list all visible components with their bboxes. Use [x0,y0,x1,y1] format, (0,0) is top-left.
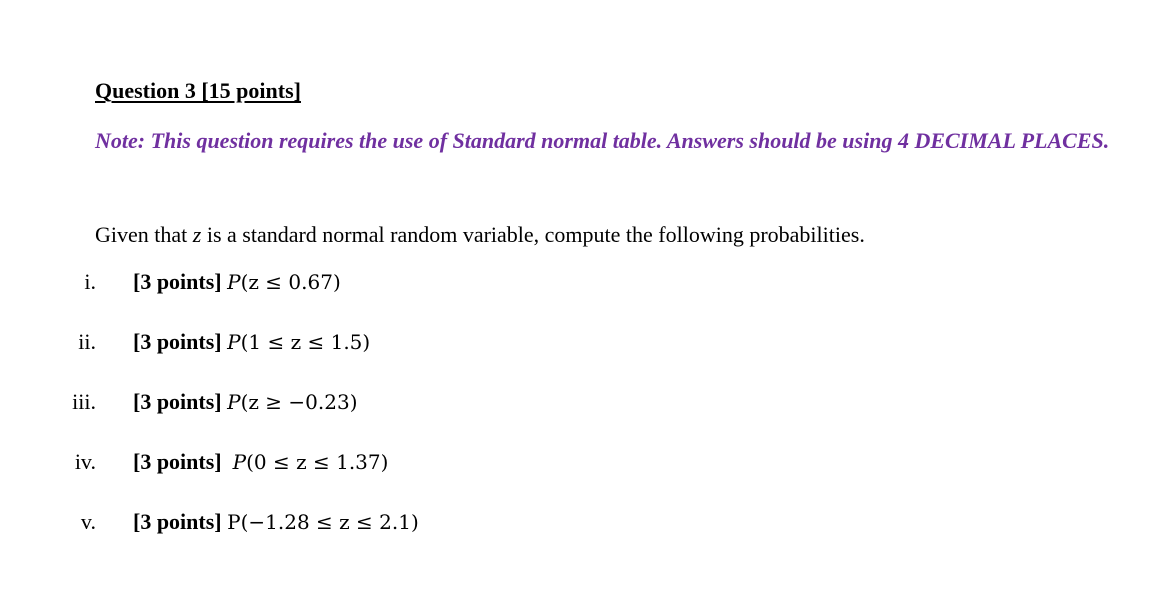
probability-item-iv [0,449,700,479]
item-numeral: v. [80,509,96,534]
probability-argument: (z ≤ 0.67) [240,270,341,294]
probability-expression [227,510,419,534]
question-heading: Question 3 [15 points] [95,78,301,103]
probability-expression [233,450,389,474]
item-content [133,329,370,355]
item-content [133,449,388,475]
probability-item-i [0,269,700,299]
probability-function: P [227,390,241,414]
item-points: [3 points] [133,329,222,354]
probability-expression [227,270,341,294]
probability-argument: (1 ≤ z ≤ 1.5) [240,330,371,354]
item-content [133,389,358,415]
probability-function: P [227,270,241,294]
probability-item-iii [0,389,700,419]
item-points: [3 points] [133,389,222,414]
probability-argument: (z ≥ −0.23) [240,390,358,414]
probability-expression [227,330,370,354]
probability-function: P [227,330,241,354]
instruction-note: Note: This question requires the use of Standard normal table. Answers should be using 4 DECIMAL PLACES. [95,128,1110,153]
item-content [133,509,419,535]
item-points: [3 points] [133,449,222,474]
item-numeral: i. [84,269,96,294]
item-points: [3 points] [133,269,222,294]
probability-function: P [227,510,241,534]
intro-variable: z [192,222,202,247]
question-intro [95,222,865,248]
item-points: [3 points] [133,509,222,534]
item-numeral: iv. [74,449,96,474]
intro-text-after: is a standard normal random variable, compute the following probabilities. [201,222,865,247]
probability-argument: (0 ≤ z ≤ 1.37) [246,450,389,474]
item-numeral: ii. [78,329,96,354]
intro-text-before: Given that [95,222,193,247]
item-numeral: iii. [72,389,96,414]
probability-function: P [232,450,247,474]
probability-expression [227,390,357,414]
probability-argument: (−1.28 ≤ z ≤ 2.1) [240,510,419,534]
item-content [133,269,341,295]
probability-item-v [0,509,700,539]
probability-item-ii [0,329,700,359]
